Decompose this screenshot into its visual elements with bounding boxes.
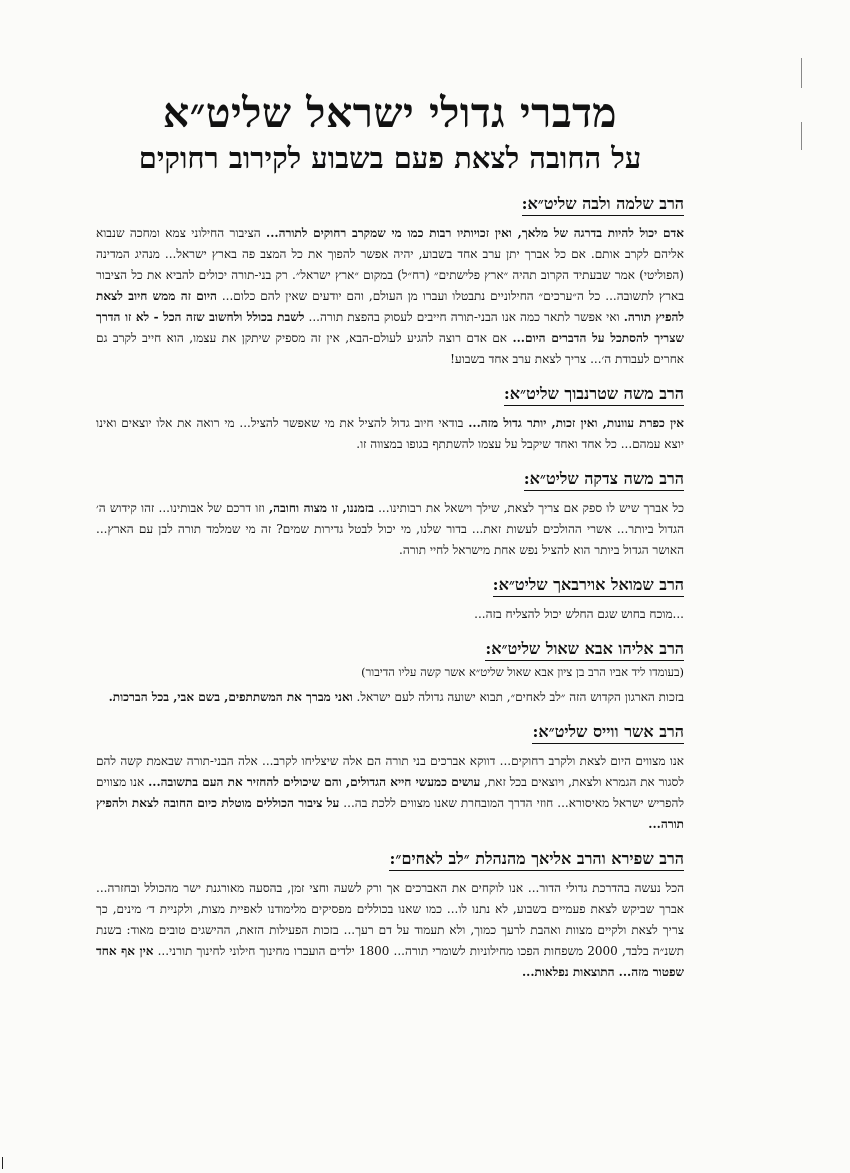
body-text: כל אברך שיש לו ספק אם צריך לצאת, שילך וישאל את רבותינו... <box>373 501 684 515</box>
section-text <box>96 604 684 625</box>
section-heading: הרב אליהו אבא שאול שליט״א: <box>485 639 684 661</box>
document-body <box>96 90 684 997</box>
quote-section <box>96 384 684 455</box>
emphasized-text: עושים כמעשי חייא הגדולים, והם שיכולים להחזיר את העם בתשובה... <box>148 775 481 789</box>
emphasized-text: על ציבור הכוללים מוטלת כיום החובה לצאת ולהפיץ תורה... <box>96 796 684 831</box>
section-heading: הרב משה שטרנבוך שליט״א: <box>504 384 684 406</box>
body-text: ואי אפשר לתאר כמה אנו הבני-תורה חייבים לעסוק בהפצת תורה... <box>304 310 624 324</box>
body-text: אם אדם רוצה להגיע לעולם-הבא, אין זה מספיק שיתקן את עצמו, הוא חייב לקרב גם אחרים לעבודת ה׳... צריך לצאת ערב אחד בשבוע! <box>96 331 684 366</box>
scan-edge-mark <box>801 122 802 150</box>
scan-edge-mark <box>801 58 802 88</box>
body-text: בודאי חיוב גדול להציל את מי שאפשר להציל... מי רואה את אלו יוצאים ואינו יוצא עמהם... כל אחד ואחד שיקבל על עצמו להשתתף בגופו במצווה זו. <box>96 416 684 451</box>
section-heading: הרב משה צדקה שליט״א: <box>524 469 684 491</box>
section-text <box>96 751 684 835</box>
emphasized-text: ואני מברך את המשתתפים, בשם אבי, בכל הברכות. <box>108 690 353 704</box>
body-text: הציבור החילוני צמא ומחכה שנבוא אליהם לקרב אותם. אם כל אברך יתן ערב אחד בשבוע, יהיה אפשר להפוך את כל המצב פה בארץ ישראל... מנהיג המדינה (הפוליטי) אמר שבעתיד הקרוב תהיה ״ארץ פלישתים״ (רח״ל) במקום ״ארץ ישראל״. רק בני-תורה יכולים להביא את כל הציבור בארץ לתשובה... כל ה״ערכים״ החילוניים נתבטלו ועברו מן העולם, והם יודעים שאין להם כלום... <box>96 226 684 303</box>
emphasized-text: היום זה ממש חיוב לצאת להפיץ תורה. <box>96 289 684 324</box>
section-text <box>96 878 684 983</box>
quote-section <box>96 469 684 561</box>
emphasized-text: אדם יכול להיות בדרגה של מלאך, ואין זכויותיו רבות כמו מי שמקרב רחוקים לתורה... <box>266 226 685 240</box>
body-text: הכל נעשה בהדרכת גדולי הדור... אנו לוקחים את האברכים אך ורק לשעה וחצי זמן, בהסעה מאורגנת ישר מהכולל ובחזרה... אברך שביקש לצאת פעמיים בשבוע, לא נתנו לו... כמו שאנו בכוללים מפסיקים מלימודנו לאפיית מצות, ולקניית ד׳ מינים, כך צריך לצאת ולקיים מצוות ואהבת לרעך כמוך, ולא תעמוד על דם רעך... בזכות הפעילות הזאת, ההישגים טובים מאוד: בשנת תשנ״ה בלבד, 2000 משפחות הפכו מחילוניות לשומרי תורה... 1800 ילדים הועברו מחינוך חילוני לחינוך תורני... <box>96 881 685 958</box>
body-text: בזכות הארגון הקדוש הזה ״לב לאחים״, תבוא ישועה גדולה לעם ישראל. <box>352 690 684 704</box>
emphasized-text: לשבת בכולל ולחשוב שזה הכל - לא זו הדרך שצריך להסתכל על הדברים היום... <box>96 310 684 345</box>
sections-container <box>96 194 684 983</box>
body-text: וזו דרכם של אבותינו... זהו קידוש ה׳ הגדול ביותר... אשרי ההולכים לעשות זאת... בדור שלנו, מי יכול לבטל גדירות שמים? זה מי שמלמד תורה לבן עם הארץ... האושר הגדול ביותר הוא להציל נפש אחת מישראל לחיי תורה. <box>96 501 684 557</box>
section-heading: הרב שפירא והרב אליאך מהנהלת ״לב לאחים״: <box>389 849 684 871</box>
section-text <box>96 498 684 561</box>
emphasized-text: אין אף אחד שפטור מזה... התוצאות נפלאות... <box>96 944 684 979</box>
quote-section <box>96 722 684 835</box>
section-text <box>96 223 684 370</box>
quote-section <box>96 639 684 708</box>
section-text <box>96 413 684 455</box>
quote-section <box>96 194 684 370</box>
body-text: ...מוכח בחוש שגם החלש יכול להצליח בזה... <box>474 607 684 621</box>
quote-section <box>96 575 684 625</box>
page-subtitle: על החובה לצאת פעם בשבוע לקירוב רחוקים <box>138 141 642 175</box>
body-text: אנו מצווים להפריש ישראל מאיסורא... חוזי הדרך המובחרת שאנו מצווים ללכת בה... <box>96 775 684 810</box>
emphasized-text: אין כפרת עוונות, ואין זכות, יותר גדול מזה... <box>468 416 684 430</box>
body-text: אנו מצווים היום לצאת ולקרב רחוקים... דווקא אברכים בני תורה הם אלה שיצליחו לקרב... אלה הבני-תורה שבאמת קשה להם לסגור את הגמרא ולצאת, ויוצאים בכל זאת, <box>96 754 684 789</box>
section-note: (בעומדו ליד אביו הרב בן ציון אבא שאול שליט״א אשר קשה עליו הדיבור) <box>361 665 684 679</box>
emphasized-text: בזמננו, זו מצוה וחובה, <box>268 501 374 515</box>
page-title: מדברי גדולי ישראל שליט״א <box>162 89 618 137</box>
section-text <box>96 687 684 708</box>
quote-section <box>96 849 684 983</box>
section-heading: הרב אשר ווייס שליט״א: <box>532 722 684 744</box>
section-heading: הרב שמואל אוירבאך שליט״א: <box>493 575 684 597</box>
section-heading: הרב שלמה ולבה שליט״א: <box>522 194 684 216</box>
scan-corner-mark <box>2 1157 3 1169</box>
